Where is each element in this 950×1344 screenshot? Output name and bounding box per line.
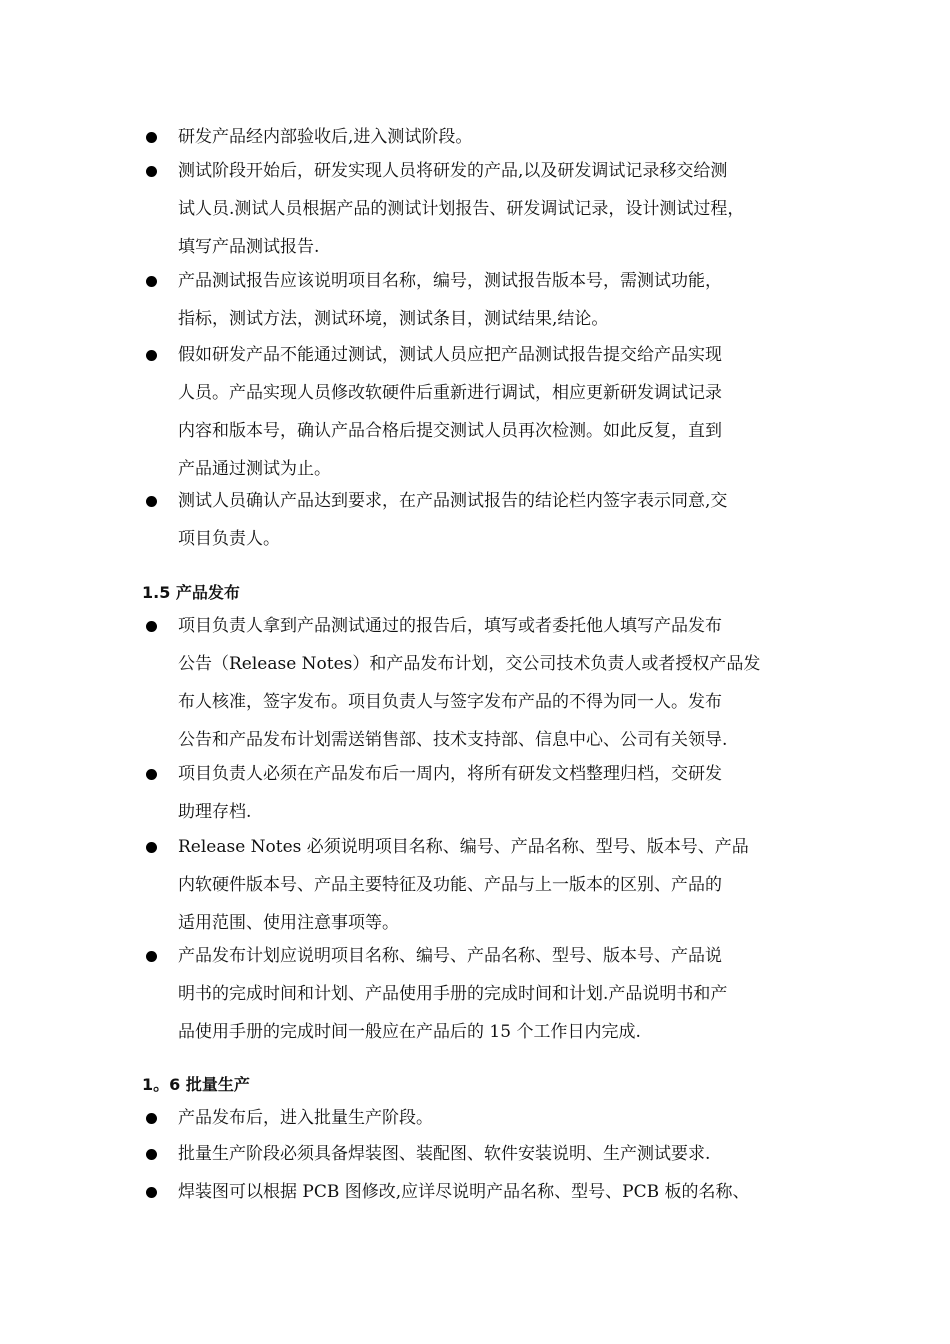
text-line: 填写产品测试报告. [178, 237, 320, 257]
text-line: 助理存档. [178, 802, 252, 822]
text-line: 试人员.测试人员根据产品的测试计划报告、研发调试记录，设计测试过程， [178, 199, 745, 219]
bullet-icon [146, 842, 157, 853]
text-line: 布人核准，签字发布。项目负责人与签字发布产品的不得为同一人。发布 [178, 692, 722, 712]
bullet-icon [146, 1113, 157, 1124]
text-line: 指标，测试方法，测试环境，测试条目，测试结果,结论。 [178, 309, 609, 329]
text-line: 适用范围、使用注意事项等。 [178, 913, 399, 933]
bullet-icon [146, 166, 157, 177]
text-line: 内软硬件版本号、产品主要特征及功能、产品与上一版本的区别、产品的 [178, 875, 722, 895]
bullet-icon [146, 132, 157, 143]
bullet-icon [146, 621, 157, 632]
bullet-icon [146, 769, 157, 780]
text-line: 产品通过测试为止。 [178, 459, 331, 479]
text-line: 公告（Release Notes）和产品发布计划，交公司技术负责人或者授权产品发 [178, 654, 761, 674]
text-line: 测试阶段开始后，研发实现人员将研发的产品,以及研发调试记录移交给测 [178, 161, 728, 181]
text-line: 产品发布后，进入批量生产阶段。 [178, 1108, 433, 1128]
text-line: 测试人员确认产品达到要求，在产品测试报告的结论栏内签字表示同意,交 [178, 491, 728, 511]
text-line: 假如研发产品不能通过测试，测试人员应把产品测试报告提交给产品实现 [178, 345, 722, 365]
bullet-icon [146, 1187, 157, 1198]
text-line: Release Notes 必须说明项目名称、编号、产品名称、型号、版本号、产品 [178, 837, 749, 857]
section-heading: 1.5 产品发布 [142, 583, 240, 602]
text-line: 品使用手册的完成时间一般应在产品后的 15 个工作日内完成. [178, 1022, 641, 1042]
bullet-icon [146, 951, 157, 962]
bullet-icon [146, 350, 157, 361]
text-line: 公告和产品发布计划需送销售部、技术支持部、信息中心、公司有关领导. [178, 730, 728, 750]
text-line: 批量生产阶段必须具备焊装图、装配图、软件安装说明、生产测试要求. [178, 1144, 711, 1164]
bullet-icon [146, 496, 157, 507]
bullet-icon [146, 276, 157, 287]
section-heading: 1。6 批量生产 [142, 1075, 250, 1094]
text-line: 产品发布计划应说明项目名称、编号、产品名称、型号、版本号、产品说 [178, 946, 722, 966]
text-line: 项目负责人拿到产品测试通过的报告后，填写或者委托他人填写产品发布 [178, 616, 722, 636]
text-line: 明书的完成时间和计划、产品使用手册的完成时间和计划.产品说明书和产 [178, 984, 728, 1004]
text-line: 人员。产品实现人员修改软硬件后重新进行调试，相应更新研发调试记录 [178, 383, 722, 403]
text-line: 项目负责人。 [178, 529, 280, 549]
text-line: 项目负责人必须在产品发布后一周内，将所有研发文档整理归档，交研发 [178, 764, 722, 784]
text-line: 研发产品经内部验收后,进入测试阶段。 [178, 127, 473, 147]
text-line: 焊装图可以根据 PCB 图修改,应详尽说明产品名称、型号、PCB 板的名称、 [178, 1182, 750, 1202]
text-line: 产品测试报告应该说明项目名称，编号，测试报告版本号，需测试功能， [178, 271, 722, 291]
bullet-icon [146, 1149, 157, 1160]
text-line: 内容和版本号，确认产品合格后提交测试人员再次检测。如此反复，直到 [178, 421, 722, 441]
